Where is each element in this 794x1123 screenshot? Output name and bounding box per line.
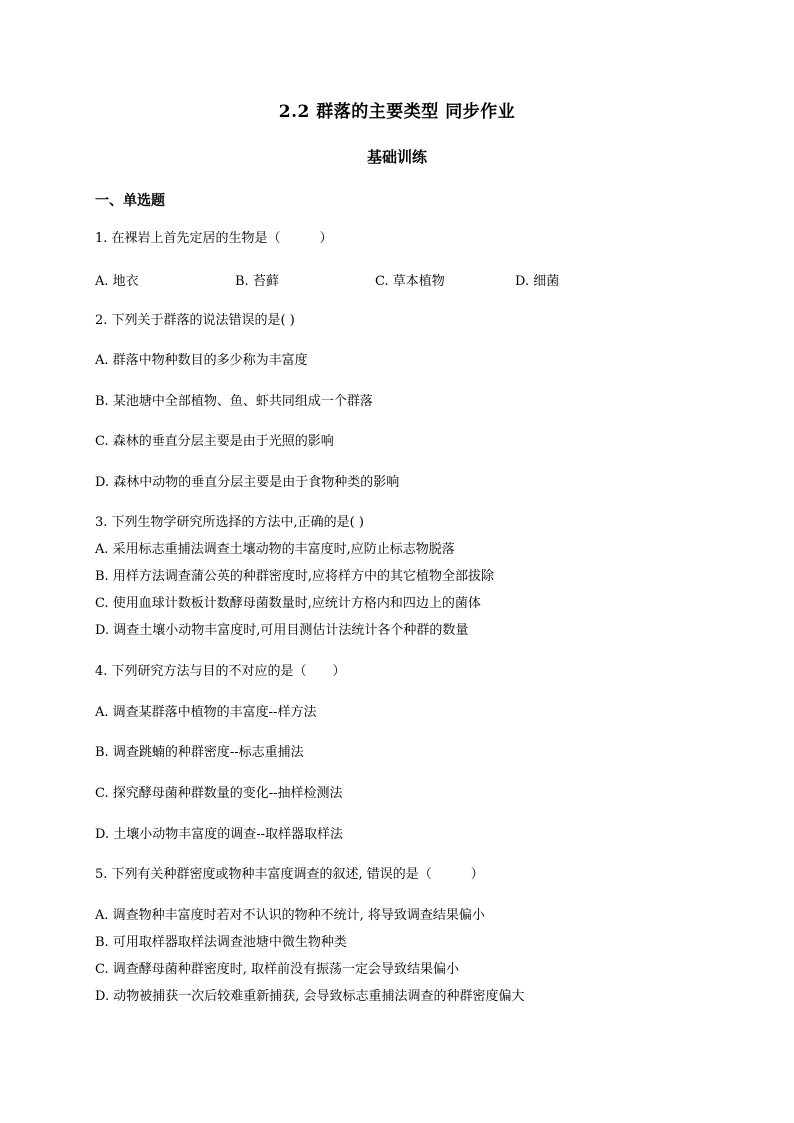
document-title: 2.2 群落的主要类型 同步作业 xyxy=(278,102,516,122)
question-5-option-c: C. 调查酵母菌种群密度时, 取样前没有振荡一定会导致结果偏小 xyxy=(95,962,460,977)
question-5-option-d: D. 动物被捕获一次后较难重新捕获, 会导致标志重捕法调查的种群密度偏大 xyxy=(95,989,525,1004)
question-4-option-d: D. 土壤小动物丰富度的调查--取样器取样法 xyxy=(95,827,344,842)
question-4-stem: 4. 下列研究方法与目的不对应的是（ ） xyxy=(95,664,346,679)
document-subtitle: 基础训练 xyxy=(366,148,427,166)
question-3-option-a: A. 采用标志重捕法调查土壤动物的丰富度时,应防止标志物脱落 xyxy=(95,542,455,557)
question-3-option-c: C. 使用血球计数板计数酵母菌数量时,应统计方格内和四边上的菌体 xyxy=(95,596,481,611)
question-2-option-a: A. 群落中物种数目的多少称为丰富度 xyxy=(95,353,308,368)
question-1-option-a: A. 地衣 xyxy=(95,274,139,289)
question-2-stem: 2. 下列关于群落的说法错误的是( ) xyxy=(95,313,295,328)
question-1-option-b: B. 苔藓 xyxy=(235,274,279,289)
question-3-option-d: D. 调查土壤小动物丰富度时,可用目测估计法统计各个种群的数量 xyxy=(95,623,469,638)
question-1-options xyxy=(0,270,794,290)
question-3-option-b: B. 用样方法调查蒲公英的种群密度时,应将样方中的其它植物全部拔除 xyxy=(95,569,494,584)
question-1-option-c: C. 草本植物 xyxy=(375,274,445,289)
question-4-option-a: A. 调查某群落中植物的丰富度--样方法 xyxy=(95,705,317,720)
question-2-option-c: C. 森林的垂直分层主要是由于光照的影响 xyxy=(95,434,334,449)
question-2-option-b: B. 某池塘中全部植物、鱼、虾共同组成一个群落 xyxy=(95,394,373,409)
question-1-stem: 1. 在裸岩上首先定居的生物是（ ） xyxy=(95,231,333,246)
section-heading: 一、单选题 xyxy=(95,193,165,209)
question-5-option-b: B. 可用取样器取样法调查池塘中微生物种类 xyxy=(95,935,347,950)
question-4-option-c: C. 探究酵母菌种群数量的变化--抽样检测法 xyxy=(95,786,343,801)
question-2-option-d: D. 森林中动物的垂直分层主要是由于食物种类的影响 xyxy=(95,475,400,490)
question-5-stem: 5. 下列有关种群密度或物种丰富度调查的叙述, 错误的是（ ） xyxy=(95,867,484,882)
question-3-stem: 3. 下列生物学研究所选择的方法中,正确的是( ) xyxy=(95,515,364,530)
question-4-option-b: B. 调查跳蝻的种群密度--标志重捕法 xyxy=(95,745,304,760)
question-5-option-a: A. 调查物种丰富度时若对不认识的物种不统计, 将导致调查结果偏小 xyxy=(95,908,485,923)
question-1-option-d: D. 细菌 xyxy=(515,274,560,289)
